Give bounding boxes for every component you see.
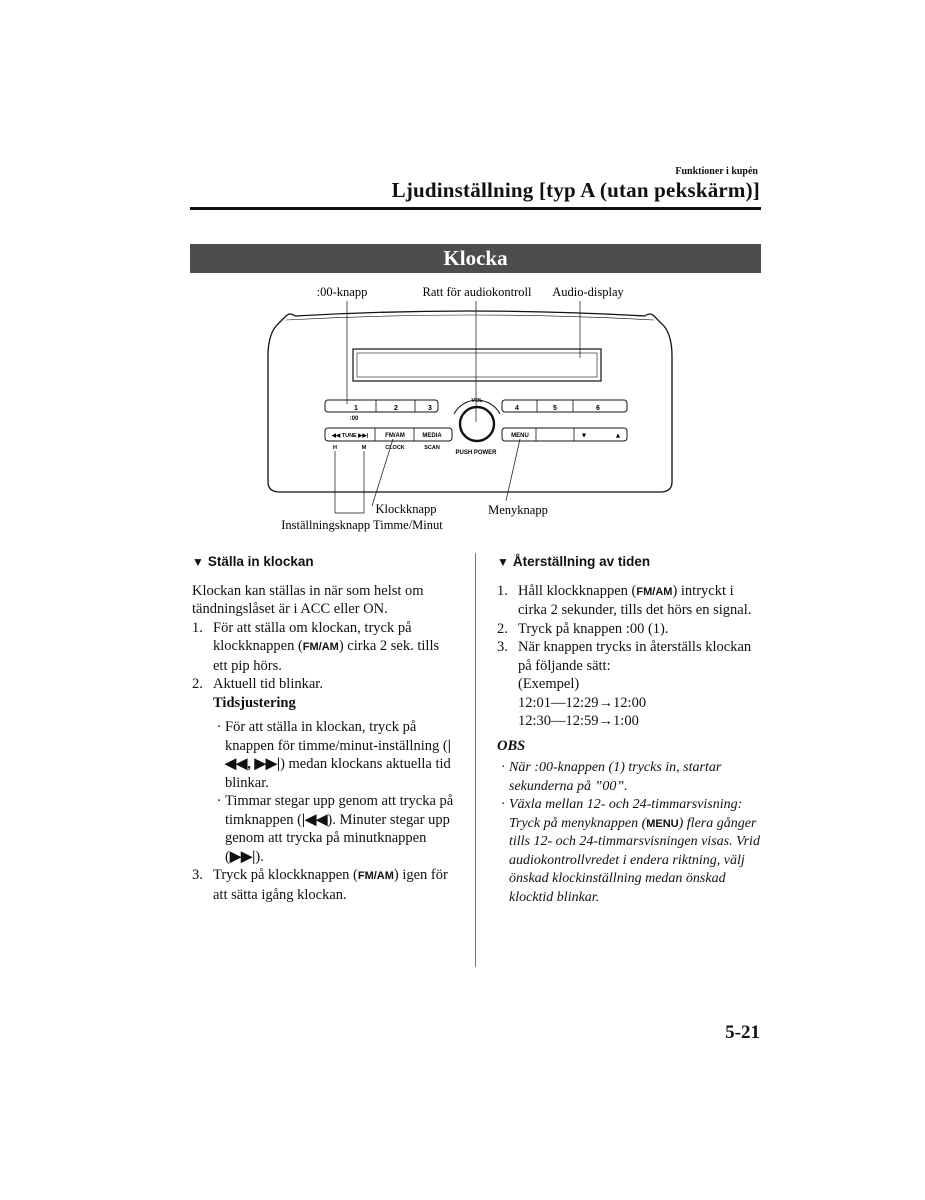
page-title: Ljudinställning [typ A (utan pekskärm)]	[391, 178, 760, 202]
callout-00-button: :00-knapp	[316, 285, 368, 299]
menu-button-label: MENU	[511, 433, 529, 439]
media-button-label: MEDIA	[422, 433, 442, 439]
bullet-2: · Timmar stegar upp genom att trycka på timknappen (|◀◀). Minuter stegar upp genom att trycka på minutknappen (▶▶|).	[216, 793, 454, 865]
preset-4: 4	[515, 405, 519, 412]
triangle-down-icon: ▼	[497, 555, 509, 569]
step-1: 1. För att ställa om klockan, tryck på klockknappen (FM/AM) cirka 2 sek. tills ett pip hörs.	[192, 619, 440, 674]
right-column	[497, 553, 765, 907]
label-clock: CLOCK	[385, 445, 405, 451]
label-h: H	[333, 445, 337, 451]
step-2: 2. Aktuell tid blinkar. Tidsjustering	[192, 676, 323, 711]
audio-display	[353, 349, 601, 381]
bullet-1: · För att ställa in klockan, tryck på knappen för timme/minut-inställning (|◀◀, ▶▶|) medan klockans aktuella tid blinkar.	[216, 719, 451, 791]
callout-menu-button: Menyknapp	[488, 503, 548, 517]
time-adjust-heading: Tidsjustering	[213, 694, 296, 711]
column-divider	[475, 553, 476, 967]
callout-volume-knob: Ratt för audiokontroll	[422, 285, 532, 299]
preset-5: 5	[553, 405, 557, 412]
label-00: :00	[349, 416, 359, 422]
tune-button-label: ◀◀ TUNE ▶▶|	[331, 433, 369, 439]
preset-1: 1	[354, 405, 358, 412]
label-vol: VOL	[471, 398, 483, 404]
audio-unit-figure	[190, 276, 761, 538]
reset-step-3: 3. När knappen trycks in återställs klockan på följande sätt: (Exempel) 12:01—12:29→12:00 12:30—12:59→1:00	[497, 639, 752, 729]
obs-note-1: · När :00-knappen (1) trycks in, startar sekunderna på ”00”.	[501, 760, 722, 794]
menu-button-ref: MENU	[646, 817, 679, 830]
title-rule	[190, 207, 761, 210]
left-column	[192, 553, 457, 904]
label-m: M	[361, 445, 367, 451]
label-push-power: PUSH POWER	[455, 450, 497, 456]
triangle-down-icon: ▼	[192, 555, 204, 569]
obs-notes	[497, 759, 765, 907]
arrow-down-icon: ▼	[581, 433, 587, 439]
reset-step-2: 2. Tryck på knappen :00 (1).	[497, 620, 669, 637]
callout-clock-button: Klockknapp	[375, 502, 437, 516]
obs-heading: OBS	[497, 737, 526, 754]
example-line-1: 12:01—12:29→12:00	[518, 694, 647, 711]
label-scan: SCAN	[424, 445, 440, 451]
section-label: Funktioner i kupén	[675, 166, 758, 177]
reset-step-1: 1. Håll klockknappen (FM/AM) intryckt i cirka 2 sekunder, tills det hörs en signal.	[497, 582, 752, 618]
page-number: 5-21	[725, 1022, 760, 1043]
example-line-2: 12:30—12:59→1:00	[518, 713, 639, 729]
example-label: (Exempel)	[518, 676, 580, 692]
subheading-set-clock: ▼ Ställa in klockan	[192, 554, 314, 569]
section-banner: Klocka	[190, 244, 761, 273]
callout-hour-minute-button: Inställningsknapp Timme/Minut	[281, 518, 443, 532]
intro-text: Klockan kan ställas in när som helst om tändningslåset är i ACC eller ON.	[192, 582, 424, 617]
arrow-up-icon: ▲	[615, 433, 621, 439]
callout-audio-display: Audio-display	[552, 285, 624, 299]
obs-note-2: · Växla mellan 12- och 24-timmarsvisning: Tryck på menyknappen (MENU) flera gånger tills 12- och 24-timmarsvisningen visas. Vrid audiokontrollvredet i endera riktning, välj önskad klockinställning medan önskad klocktid blinkar.	[501, 797, 760, 905]
volume-knob	[460, 407, 494, 441]
subheading-reset-time: ▼ Återställning av tiden	[497, 554, 651, 569]
preset-6: 6	[596, 405, 600, 412]
preset-3: 3	[428, 405, 432, 412]
fmam-button-ref: FM/AM	[302, 641, 339, 653]
preset-2: 2	[394, 405, 398, 412]
adjust-bullets	[192, 718, 457, 866]
fmam-button-label: FM/AM	[385, 433, 405, 439]
step-3: 3. Tryck på klockknappen (FM/AM) igen för att sätta igång klockan.	[192, 867, 448, 903]
